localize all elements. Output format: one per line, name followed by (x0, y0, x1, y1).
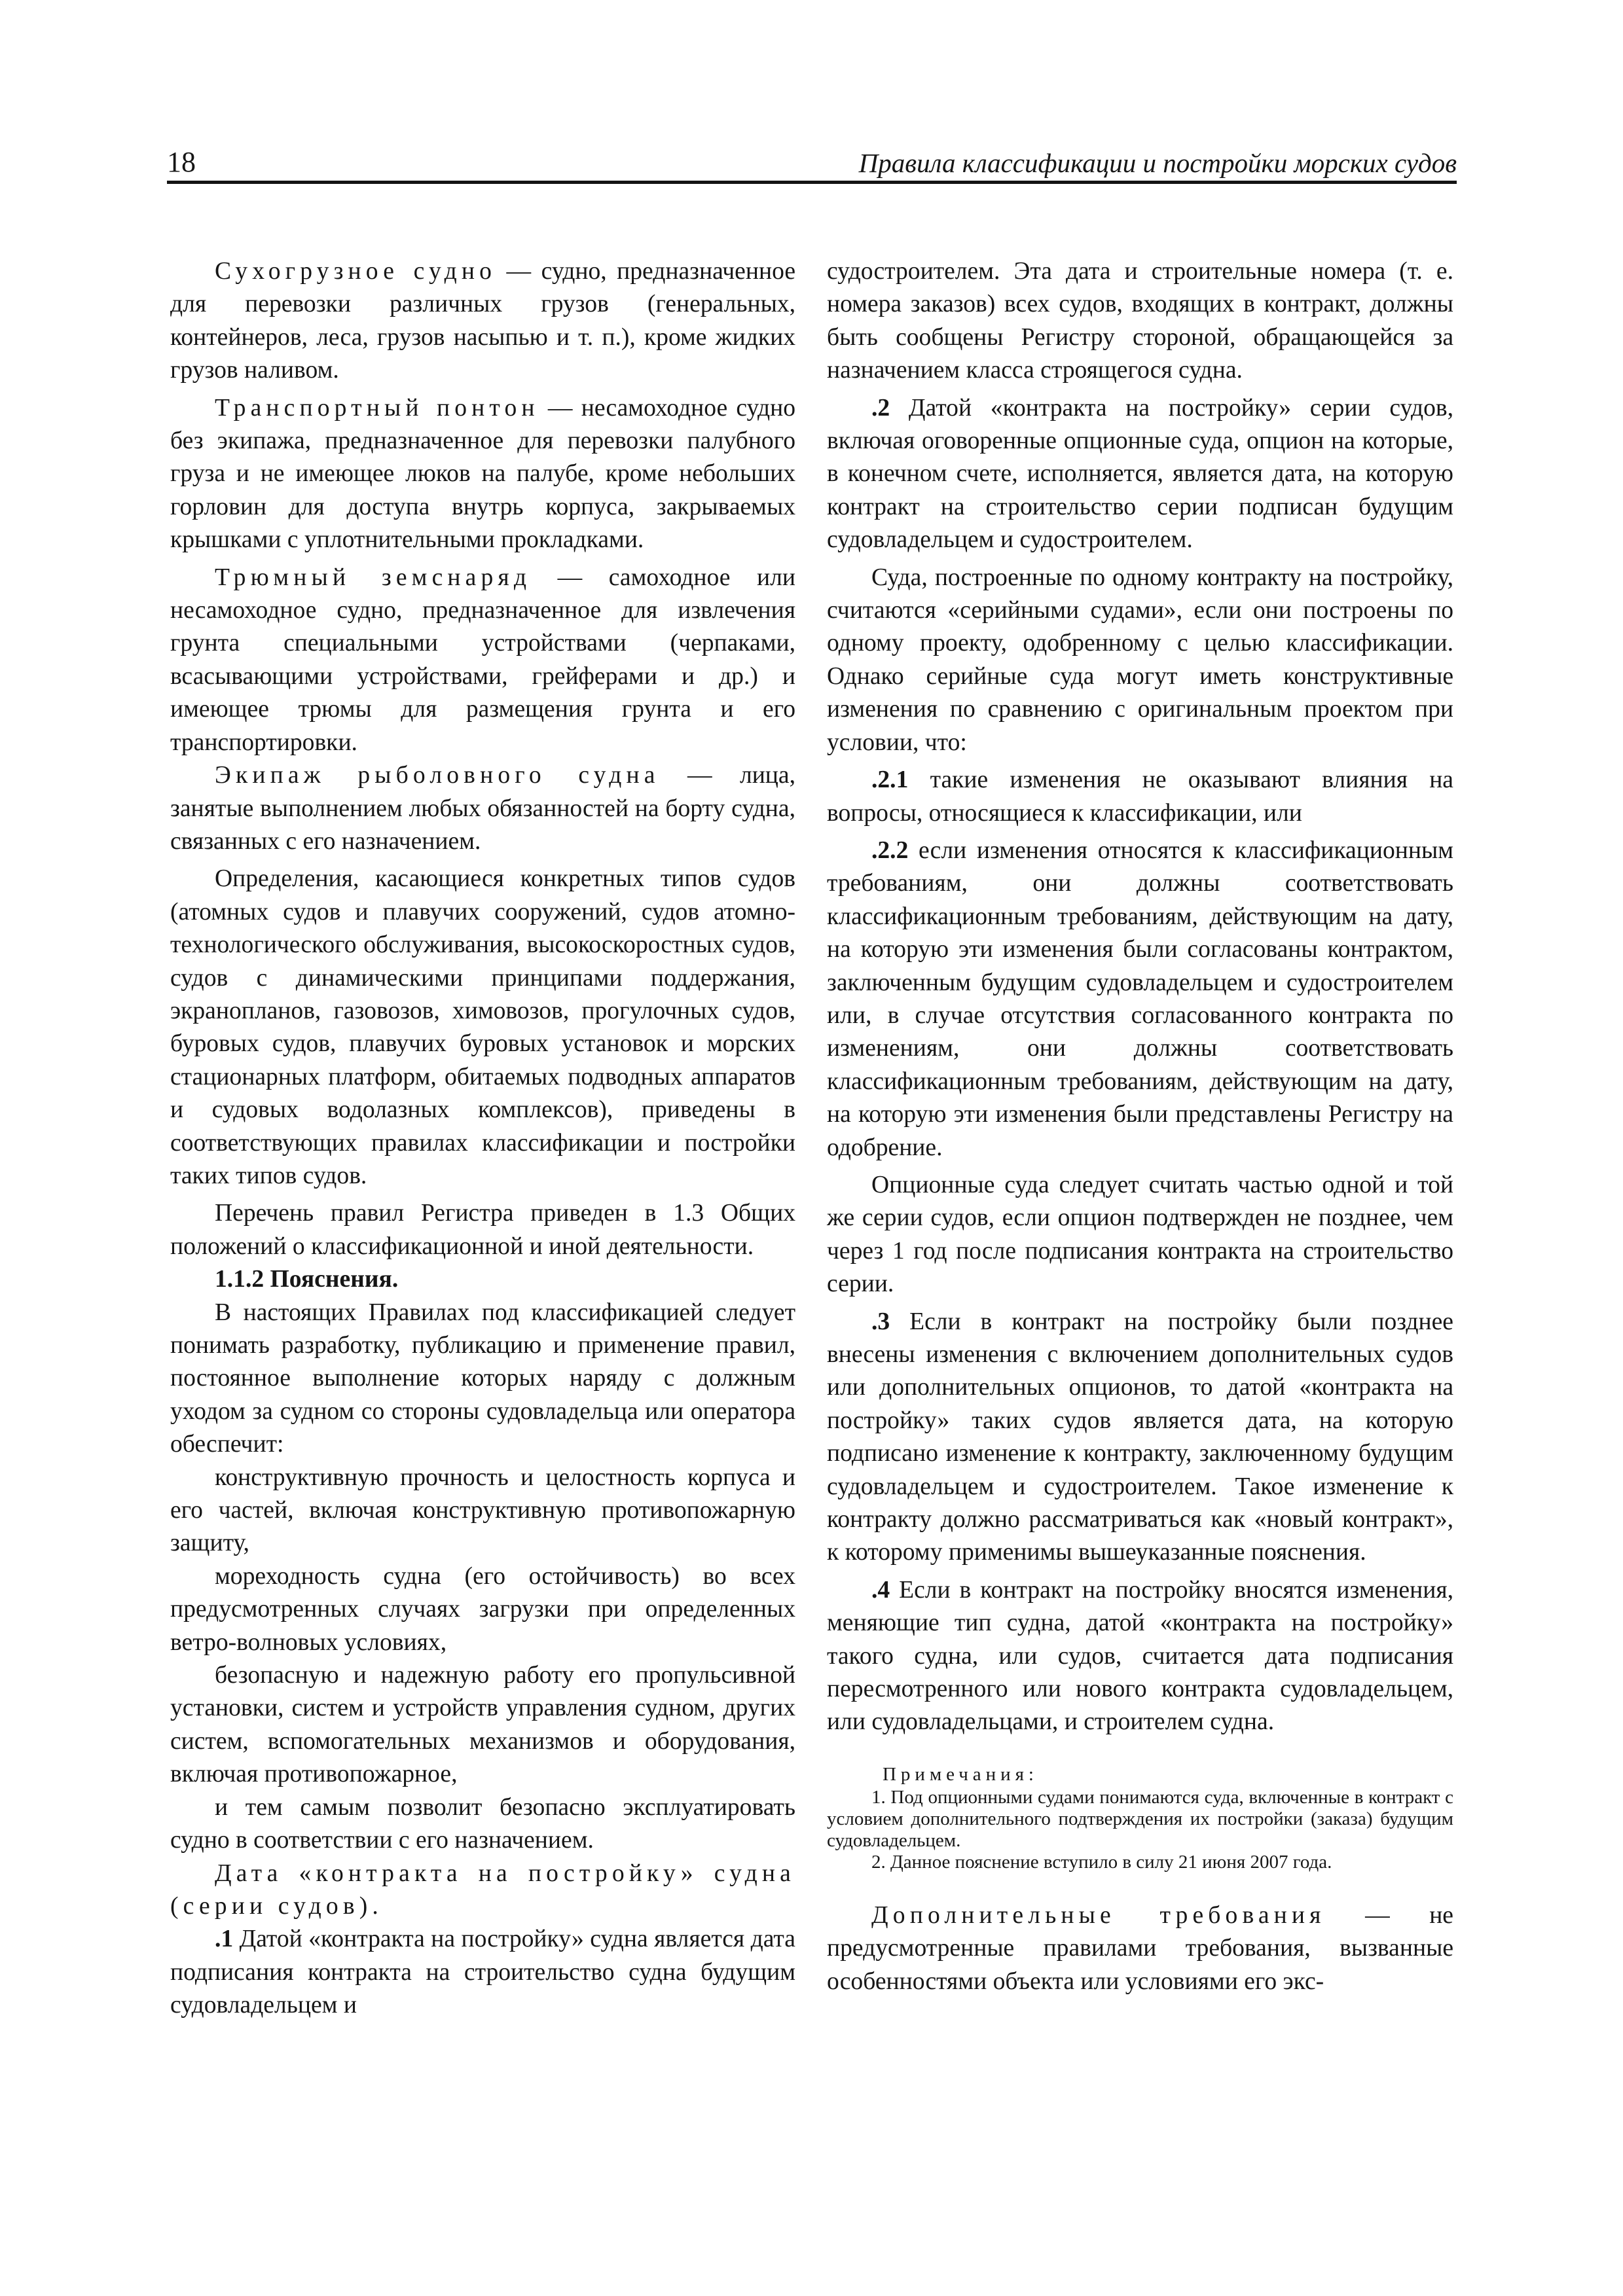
notes-heading: Примечания: (883, 1763, 1038, 1785)
numbered-paragraph (827, 392, 1453, 557)
item-text: Если в контракт на постройку вносятся изменения, меняющие тип судна, датой «контракта на постройку» такого судна, или судов, считается дата подписания пересмотренного или нового контракта судовладельцем, или судовладельцами, и строителем судна. (827, 1576, 1453, 1736)
item-text: Датой «контракта на постройку» серии судов, включая оговоренные опционные суда, опцион на которые, в конечном счете, исполняется, является дата, на которую контракт на строительство серии подписан будущим судовладельцем и судостроителем. (827, 394, 1453, 554)
note-item: 1. Под опционными судами понимаются суда, включенные в контракт с условием дополнительного подтверждения их постройки (заказа) будущим судовладельцем. (827, 1786, 1453, 1851)
item-number: .3 (871, 1308, 890, 1335)
item-number: .1 (215, 1926, 234, 1953)
term: Дополнительные требования (871, 1901, 1326, 1929)
numbered-paragraph (827, 1306, 1453, 1570)
page-number: 18 (167, 146, 196, 178)
definition-text: — несамоходное судно без экипажа, предназначенное для перевозки палубного груза и не имеющее люков на палубе, кроме небольших горловин для доступа внутрь корпуса, закрываемых крышками с уплотнительными прокладками. (170, 394, 795, 554)
section-heading (170, 1263, 795, 1296)
numbered-paragraph (827, 834, 1453, 1164)
item-number: .2.1 (871, 766, 909, 794)
numbered-paragraph (827, 1574, 1453, 1739)
section-heading-text: 1.1.2 Пояснения. (215, 1266, 399, 1293)
paragraph: судостроителем. Эта дата и строительные номера (т. е. номера заказов) всех судов, входящих в контракт, должны быть сообщены Регистру стороной, обращающейся за назначением класса строящегося судна. (827, 258, 1453, 384)
paragraph: Опционные суда следует считать частью одной и той же серии судов, если опцион подтвержден не позднее, чем через 1 год после подписания контракта на строительство серии. (827, 1171, 1453, 1298)
item-number: .2 (871, 394, 890, 422)
definition-additional-requirements (827, 1899, 1453, 1998)
notes-block (827, 1764, 1453, 1873)
paragraph: Перечень правил Регистра приведен в 1.3 Общих положений о классификационной и иной деятельности. (170, 1200, 795, 1260)
term: Дата «контракта на постройку» судна (серии судов). (170, 1859, 795, 1920)
numbered-paragraph (827, 764, 1453, 830)
right-column (827, 255, 1453, 1998)
item-number: .4 (871, 1576, 890, 1604)
definition-hopper-dredger (170, 562, 795, 759)
term: Экипаж рыболовного судна (215, 762, 660, 789)
definition-dry-cargo-ship (170, 255, 795, 387)
paragraph: Определения, касающиеся конкретных типов судов (атомных судов и плавучих сооружений, судов атомно-технологического обслуживания, высокоскоростных судов, судов с динамическими принципами поддержания, экранопланов, газовозов, химовозов, прогулочных судов, буровых судов, плавучих буровых установок и морских стационарных платформ, обитаемых подводных аппаратов и судовых водолазных комплексов), приведены в соответствующих правилах классификации и постройки таких типов судов. (170, 865, 795, 1189)
definition-text: — лица, занятые выполнением любых обязанностей на борту судна, связанных с его назначением. (170, 762, 795, 855)
term: Сухогрузное судно (215, 258, 497, 285)
paragraph: и тем самым позволит безопасно эксплуатировать судно в соответствии с его назначением. (170, 1793, 795, 1854)
item-text: если изменения относятся к классификационным требованиям, они должны соответствовать классификационным требованиям, действующим на дату, на которую эти изменения были согласованы контрактом, заключенным будущим судовладельцем и судостроителем или, в случае отсутствия согласованного контракта по изменениям, они должны соответствовать классификационным требованиям, действующим на дату, на которую эти изменения были представлены Регистру на одобрение. (827, 836, 1453, 1161)
note-item: 2. Данное пояснение вступило в силу 21 июня 2007 года. (871, 1851, 1332, 1873)
term: Транспортный понтон (215, 394, 539, 422)
paragraph: Суда, построенные по одному контракту на постройку, считаются «серийными судами», если они построены по одному проекту, одобренному с целью классификации. Однако серийные суда могут иметь конструктивные изменения по сравнению с оригинальным проектом при условии, что: (827, 564, 1453, 756)
item-text: такие изменения не оказывают влияния на вопросы, относящиеся к классификации, или (827, 766, 1453, 827)
paragraph: мореходность судна (его остойчивость) во всех предусмотренных случаях загрузки при определенных ветро-волновых условиях, (170, 1562, 795, 1656)
paragraph: безопасную и надежную работу его пропульсивной установки, систем и устройств управления судном, других систем, вспомогательных механизмов и оборудования, включая противопожарное, (170, 1662, 795, 1788)
paragraph: В настоящих Правилах под классификацией следует понимать разработку, публикацию и применение правил, постоянное выполнение которых наряду с должным уходом за судном со стороны судовладельца или оператора обеспечит: (170, 1299, 795, 1458)
term: Трюмный земснаряд (215, 564, 532, 591)
numbered-paragraph (170, 1923, 795, 2022)
definition-text: — самоходное или несамоходное судно, предназначенное для извлечения грунта специальными устройствами (черпаками, всасывающими устройствами, грейферами и др.) и имеющее трюмы для размещения грунта и его транспортировки. (170, 564, 795, 756)
running-title: Правила классификации и постройки морских судов (858, 148, 1457, 178)
definition-text: — не предусмотренные правилами требования, вызванные особенностями объекта или условиями его экс- (827, 1901, 1453, 1995)
definition-transport-pontoon (170, 392, 795, 557)
page-header (167, 131, 1457, 184)
paragraph: конструктивную прочность и целостность корпуса и его частей, включая конструктивную противопожарную защиту, (170, 1463, 795, 1557)
item-number: .2.2 (871, 836, 909, 864)
definition-contract-date (170, 1857, 795, 1924)
left-column (170, 255, 795, 2022)
definition-text: — судно, предназначенное для перевозки различных грузов (генеральных, контейнеров, леса, грузов насыпью и т. п.), кроме жидких грузов наливом. (170, 258, 796, 384)
item-text: Датой «контракта на постройку» судна является дата подписания контракта на строительство судна будущим судовладельцем и (170, 1926, 795, 2019)
item-text: Если в контракт на постройку были позднее внесены изменения с включением дополнительных судов или дополнительных опционов, то датой «контракта на постройку» таких судов является дата, на которую подписано изменение к контракту, заключенному будущим судовладельцем и судостроителем. Такое изменение к контракту должно рассматриваться как «новый контракт», к которому применимы вышеуказанные пояснения. (827, 1308, 1453, 1566)
definition-fishing-crew (170, 759, 795, 858)
